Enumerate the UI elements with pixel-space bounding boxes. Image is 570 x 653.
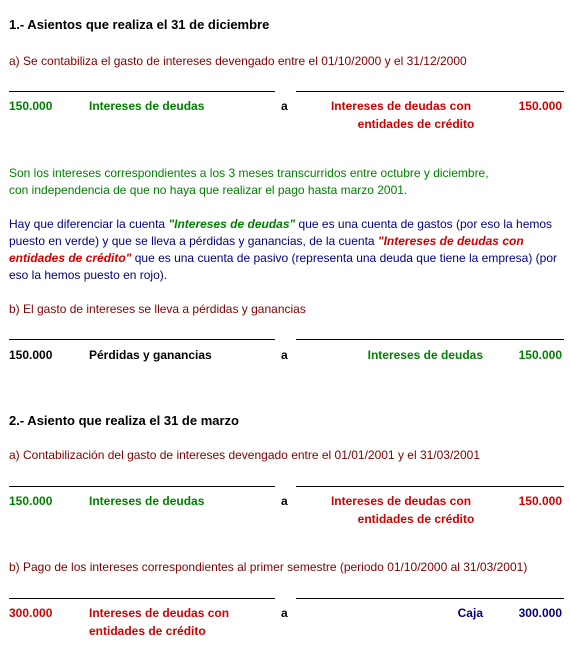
credit-account-line2: entidades de crédito — [357, 512, 475, 526]
credit-account: Caja — [457, 606, 483, 620]
paragraph-2-text-3: que es una cuenta de pasivo (representa una deuda que tiene la empresa) (por eso la hemos puesto en rojo). — [9, 251, 558, 282]
paragraph-1-line1: Son los intereses correspondientes a los 3 meses transcurridos entre octubre y diciembre, — [9, 166, 489, 180]
a-connector: a — [281, 606, 288, 620]
credit-account-line2: entidades de crédito — [357, 117, 475, 131]
quote-intereses-de-deudas: "Intereses de deudas" — [168, 217, 296, 231]
credit-account — [300, 97, 502, 133]
debit-account-line2: entidades de crédito — [89, 624, 206, 638]
debit-account: Intereses de deudas — [89, 99, 205, 113]
a-connector: a — [281, 99, 288, 113]
credit-amount: 150.000 — [518, 494, 562, 508]
section-1-title: 1.- Asientos que realiza el 31 de diciembre — [9, 17, 270, 32]
explanation-paragraph-1 — [9, 165, 489, 199]
credit-rule — [296, 91, 564, 92]
credit-rule — [296, 486, 564, 487]
debit-account: Pérdidas y ganancias — [89, 348, 212, 362]
paragraph-1-line2: con independencia de que no haya que realizar el pago hasta marzo 2001. — [9, 183, 408, 197]
credit-amount: 150.000 — [518, 348, 562, 362]
section-1-subtitle-a: a) Se contabiliza el gasto de intereses devengado entre el 01/10/2000 y el 31/12/2000 — [9, 54, 467, 68]
credit-account-line1: Intereses de deudas con — [330, 99, 472, 113]
paragraph-2-text-2: que es una cuenta de gastos (por eso la hemos puesto en verde) y que se lleva a pérdidas y ganancias, de la cuenta — [9, 217, 553, 248]
debit-account: Intereses de deudas — [89, 494, 205, 508]
credit-rule — [296, 339, 564, 340]
explanation-paragraph-2 — [9, 216, 559, 284]
debit-amount: 300.000 — [9, 606, 53, 620]
credit-account — [300, 492, 502, 528]
section-2-title: 2.- Asiento que realiza el 31 de marzo — [9, 413, 239, 428]
debit-account-line1: Intereses de deudas con — [89, 606, 230, 620]
credit-amount: 150.000 — [518, 99, 562, 113]
debit-account — [89, 604, 229, 640]
section-2-subtitle-b: b) Pago de los intereses correspondientes al primer semestre (periodo 01/10/2000 al 31/03/2001) — [9, 560, 528, 574]
debit-amount: 150.000 — [9, 99, 53, 113]
quote-intereses-entidades-credito: "Intereses de deudas con entidades de crédito" — [9, 234, 524, 265]
debit-rule — [9, 598, 275, 599]
credit-amount: 300.000 — [518, 606, 562, 620]
debit-amount: 150.000 — [9, 348, 53, 362]
credit-rule — [296, 598, 564, 599]
debit-rule — [9, 339, 275, 340]
debit-rule — [9, 486, 275, 487]
debit-rule — [9, 91, 275, 92]
debit-amount: 150.000 — [9, 494, 53, 508]
a-connector: a — [281, 494, 288, 508]
a-connector: a — [281, 348, 288, 362]
section-2-subtitle-a: a) Contabilización del gasto de intereses devengado entre el 01/01/2001 y el 31/03/2001 — [9, 448, 481, 462]
paragraph-2-text-1: Hay que diferenciar la cuenta — [9, 217, 169, 231]
section-1-subtitle-b: b) El gasto de intereses se lleva a pérdidas y ganancias — [9, 302, 306, 316]
credit-account-line1: Intereses de deudas con — [330, 494, 472, 508]
credit-account: Intereses de deudas — [367, 348, 483, 362]
